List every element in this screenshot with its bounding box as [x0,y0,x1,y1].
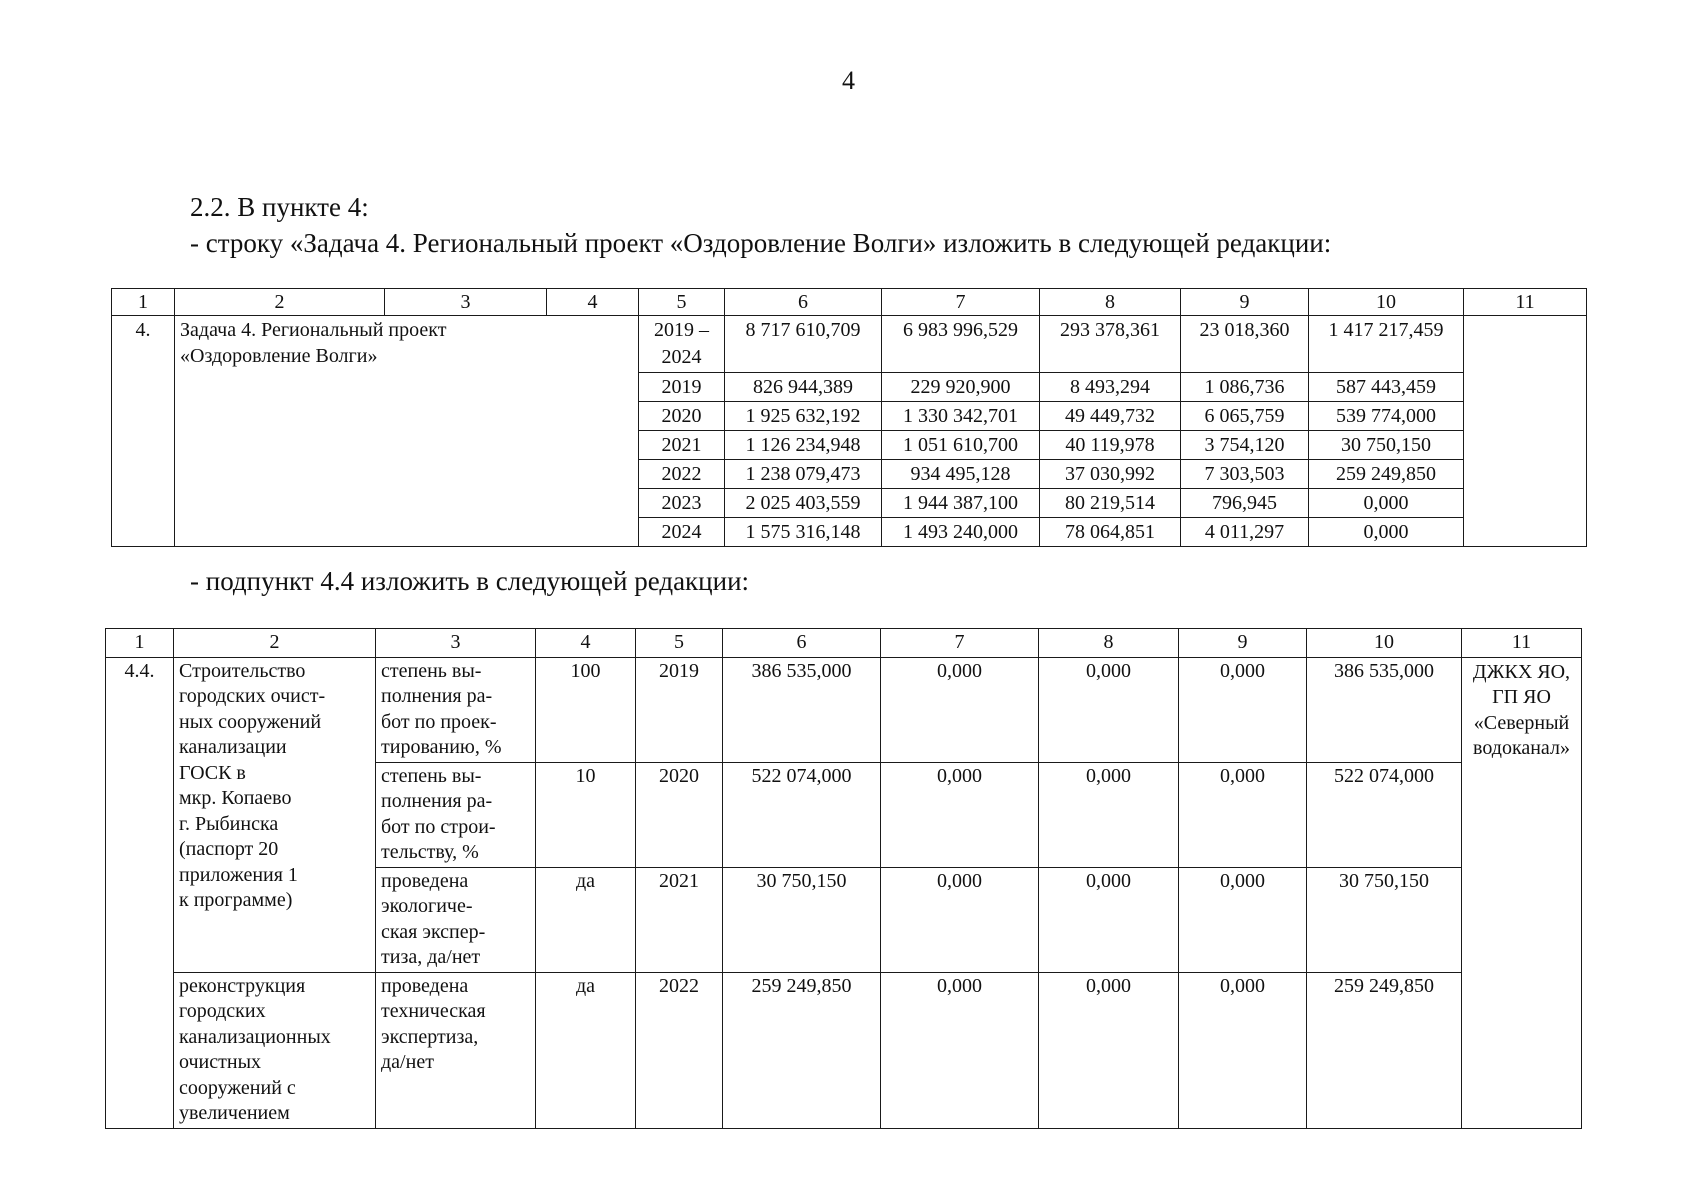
amount-cell: 0,000 [881,657,1039,762]
indicator-line: экологиче- [381,895,473,917]
object-name-line: канализации [179,736,287,758]
amount-cell: 934 495,128 [882,460,1040,489]
amount-cell: 0,000 [881,867,1039,972]
header-cell: 3 [385,289,547,316]
amount-cell: 37 030,992 [1040,460,1181,489]
object-name-line: г. Рыбинска [179,812,279,835]
header-cell: 2 [175,289,385,316]
table1-intro: - строку «Задача 4. Региональный проект «Оздоровление Волги» изложить в следующей редакции: [190,228,1332,258]
header-cell: 8 [1040,289,1181,316]
amount-cell: 229 920,900 [882,373,1040,402]
amount-cell: 259 249,850 [1307,972,1462,1128]
indicator-line: техническая [381,1000,486,1022]
year-cell: 2023 [639,489,725,518]
executor-line: ДЖКХ ЯО, [1472,660,1571,683]
amount-cell: 1 417 217,459 [1309,316,1464,373]
object-name-line: приложения 1 [179,863,298,886]
amount-cell: 6 983 996,529 [882,316,1040,373]
amount-cell: 1 575 316,148 [725,518,882,547]
amount-cell: 30 750,150 [1309,431,1464,460]
amount-cell: 4 011,297 [1181,518,1309,547]
amount-cell: 1 944 387,100 [882,489,1040,518]
table-header-row [106,629,1582,658]
amount-cell: 7 303,503 [1181,460,1309,489]
object-name-line: городских [179,1000,266,1022]
header-cell: 9 [1181,289,1309,316]
header-cell: 11 [1462,629,1582,658]
amount-cell: 796,945 [1181,489,1309,518]
year-cell: 2024 [639,518,725,547]
amount-cell: 40 119,978 [1040,431,1181,460]
indicator-line: бот по проек- [381,710,497,733]
amount-cell: 0,000 [1039,867,1179,972]
indicator-line: степень вы- [381,659,482,682]
indicator-cell [376,867,536,972]
indicator-line: проведена [381,974,469,997]
object-name-line: очистных [179,1051,262,1073]
header-cell: 5 [636,629,723,658]
amount-cell: 1 238 079,473 [725,460,882,489]
executor-line: ГП ЯО [1492,686,1551,708]
indicator-line: бот по строи- [381,815,496,838]
object-name-line: мкр. Копаево [179,787,292,809]
object-name-line: сооружений с [179,1076,296,1099]
header-cell: 7 [881,629,1039,658]
indicator-cell [376,657,536,762]
amount-cell: 0,000 [1309,518,1464,547]
amount-cell: 0,000 [1179,867,1307,972]
table-row [106,657,1582,762]
amount-cell: 78 064,851 [1040,518,1181,547]
page-number: 4 [842,66,855,95]
header-cell: 5 [639,289,725,316]
amount-cell: 30 750,150 [1307,867,1462,972]
amount-cell: 386 535,000 [723,657,881,762]
amount-cell: 0,000 [1039,762,1179,867]
amount-cell: 1 925 632,192 [725,402,882,431]
year-cell: 2020 [636,762,723,867]
header-cell: 1 [106,629,174,658]
header-cell: 7 [882,289,1040,316]
header-cell: 9 [1179,629,1307,658]
executor-line: водоканал» [1473,737,1570,759]
subitem-4-4-table [105,628,1582,1129]
amount-cell: 1 051 610,700 [882,431,1040,460]
year-cell: 2021 [639,431,725,460]
executor-cell [1462,657,1582,1128]
indicator-line: степень вы- [381,764,482,787]
amount-cell: 0,000 [1179,762,1307,867]
amount-cell: 80 219,514 [1040,489,1181,518]
indicator-line: полнения ра- [381,790,493,812]
header-cell: 10 [1307,629,1462,658]
header-cell: 6 [725,289,882,316]
year-cell: 2021 [636,867,723,972]
table-row [112,316,1587,373]
year-cell: 2020 [639,402,725,431]
indicator-line: тированию, % [381,736,502,758]
amount-cell: 8 717 610,709 [725,316,882,373]
amount-cell: 8 493,294 [1040,373,1181,402]
task-title [175,316,639,547]
period-cell: 2019 – 2024 [639,316,725,373]
amount-cell: 1 086,736 [1181,373,1309,402]
header-cell: 6 [723,629,881,658]
indicator-line: тельству, % [381,841,479,863]
executor-line: «Северный [1473,711,1570,734]
object-name-line: ных сооружений [179,710,322,733]
indicator-line: полнения ра- [381,685,493,707]
object-name-line: городских очист- [179,685,326,707]
year-cell: 2019 [636,657,723,762]
amount-cell: 0,000 [1039,972,1179,1128]
amount-cell: 522 074,000 [1307,762,1462,867]
amount-cell: 6 065,759 [1181,402,1309,431]
indicator-value: да [536,867,636,972]
row-number: 4.4. [106,657,174,1128]
task4-table [111,288,1587,547]
amount-cell: 259 249,850 [1309,460,1464,489]
header-cell: 4 [547,289,639,316]
object-name-line: Строительство [179,659,306,682]
header-cell: 1 [112,289,175,316]
indicator-cell [376,762,536,867]
header-cell: 2 [174,629,376,658]
indicator-line: тиза, да/нет [381,946,481,968]
indicator-value: 10 [536,762,636,867]
header-cell: 10 [1309,289,1464,316]
amount-cell: 0,000 [1179,972,1307,1128]
year-cell: 2022 [636,972,723,1128]
object-name [174,972,376,1128]
amount-cell: 259 249,850 [723,972,881,1128]
object-name-line: канализационных [179,1025,331,1048]
amount-cell: 30 750,150 [723,867,881,972]
amount-cell: 1 330 342,701 [882,402,1040,431]
object-name-line: (паспорт 20 [179,838,279,860]
indicator-line: ская экспер- [381,920,486,943]
header-cell: 3 [376,629,536,658]
year-cell: 2019 [639,373,725,402]
header-cell: 8 [1039,629,1179,658]
indicator-cell [376,972,536,1128]
object-name-line: увеличением [179,1102,290,1124]
indicator-line: экспертиза, [381,1025,479,1048]
object-name-line: к программе) [179,889,293,911]
amount-cell: 3 754,120 [1181,431,1309,460]
object-name-line: ГОСК в [179,761,246,784]
year-cell: 2022 [639,460,725,489]
amount-cell: 0,000 [1179,657,1307,762]
amount-cell: 0,000 [1309,489,1464,518]
amount-cell: 1 493 240,000 [882,518,1040,547]
indicator-line: да/нет [381,1051,434,1073]
amount-cell: 2 025 403,559 [725,489,882,518]
amount-cell: 293 378,361 [1040,316,1181,373]
amount-cell: 522 074,000 [723,762,881,867]
amount-cell: 826 944,389 [725,373,882,402]
executor-cell [1464,316,1587,547]
object-name [174,657,376,972]
header-cell: 4 [536,629,636,658]
amount-cell: 1 126 234,948 [725,431,882,460]
table-row [106,972,1582,1128]
amount-cell: 0,000 [881,762,1039,867]
amount-cell: 49 449,732 [1040,402,1181,431]
section-heading: 2.2. В пункте 4: [190,192,369,222]
indicator-value: да [536,972,636,1128]
amount-cell: 23 018,360 [1181,316,1309,373]
row-number: 4. [112,316,175,547]
amount-cell: 0,000 [1039,657,1179,762]
indicator-line: проведена [381,869,469,892]
indicator-value: 100 [536,657,636,762]
amount-cell: 587 443,459 [1309,373,1464,402]
amount-cell: 386 535,000 [1307,657,1462,762]
amount-cell: 539 774,000 [1309,402,1464,431]
table2-intro: - подпункт 4.4 изложить в следующей редакции: [190,566,750,596]
amount-cell: 0,000 [881,972,1039,1128]
object-name-line: реконструкция [179,974,306,997]
header-cell: 11 [1464,289,1587,316]
table-header-row [112,289,1587,316]
task-title-line: Задача 4. Региональный проект [180,319,447,341]
task-title-line: «Оздоровление Волги» [180,345,378,367]
